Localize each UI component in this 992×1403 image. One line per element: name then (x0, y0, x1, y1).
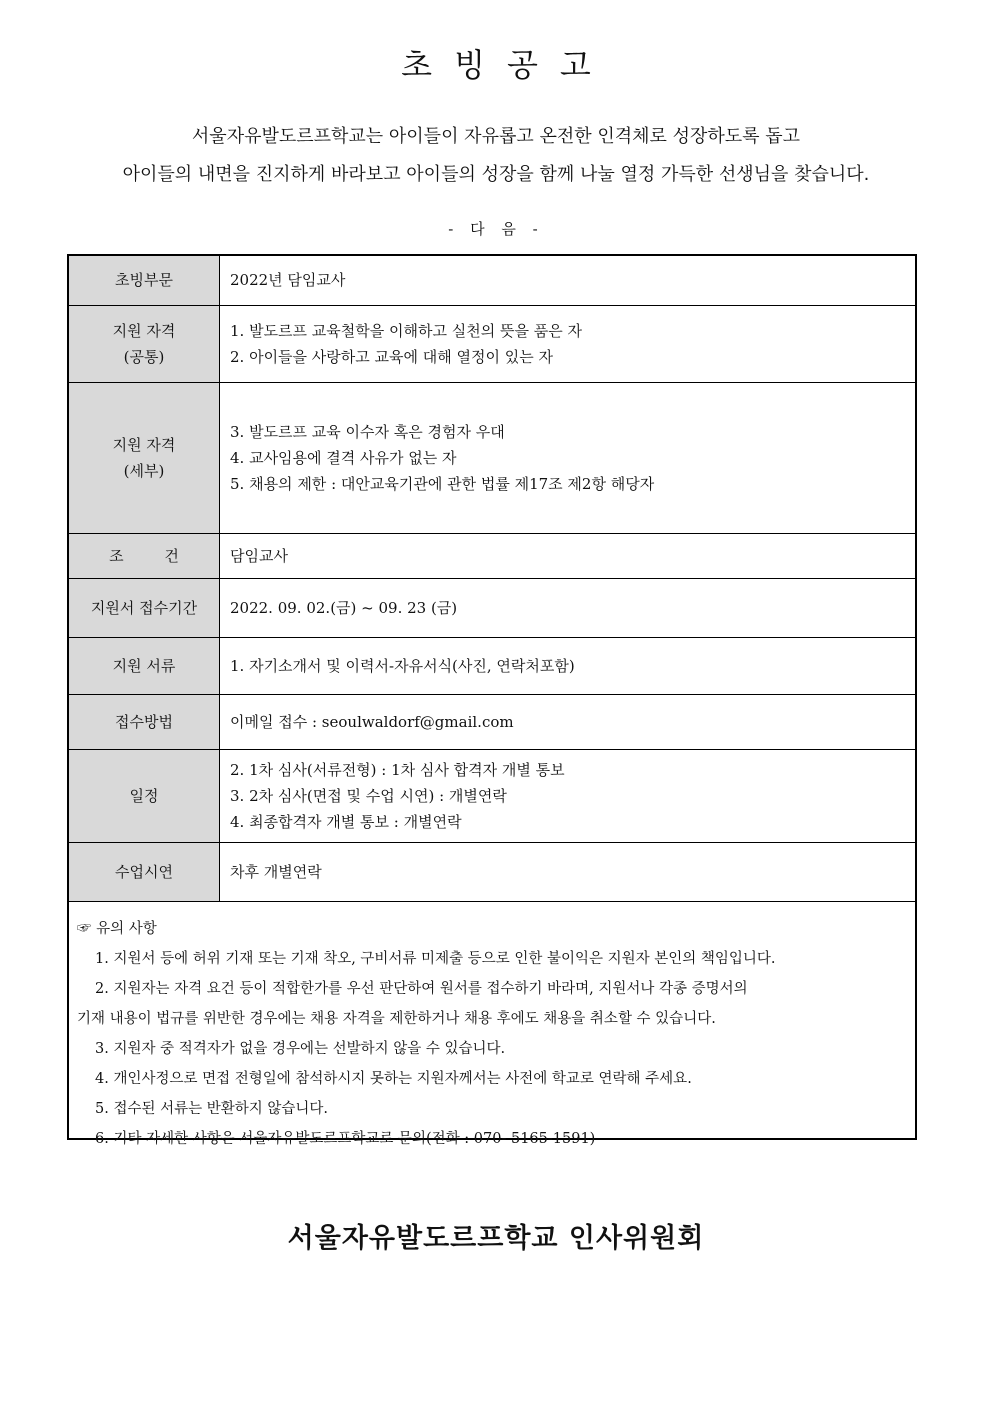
table-row (69, 382, 915, 533)
intro-line: 아이들의 내면을 진지하게 바라보고 아이들의 성장을 함께 나눌 열정 가득한 선생님을 찾습니다. (122, 164, 870, 185)
row-value: 3. 발도르프 교육 이수자 혹은 경험자 우대 4. 교사임용에 결격 사유가 없는 자 5. 채용의 제한 : 대안교육기관에 관한 법률 제17조 제2항 해당자 (220, 382, 916, 533)
note-line: 6. 기타 자세한 사항은 서울자유발도르프학교로 문의(전화 : 070- 5165-1591) (95, 1130, 596, 1147)
recruitment-table (69, 256, 915, 902)
note-line: 4. 개인사정으로 면접 전형일에 참석하시지 못하는 지원자께서는 사전에 학교로 연락해 주세요. (95, 1070, 692, 1087)
table-row (69, 842, 915, 901)
note-line: 1. 지원서 등에 허위 기재 또는 기재 착오, 구비서류 미제출 등으로 인한 불이익은 지원자 본인의 책임입니다. (95, 950, 776, 967)
signature-committee: 서울자유발도르프학교 인사위원회 (287, 1223, 705, 1254)
row-label: 수업시연 (69, 842, 220, 901)
row-value: 2. 1차 심사(서류전형) : 1차 심사 합격자 개별 통보 3. 2차 심사(면접 및 수업 시연) : 개별연락 4. 최종합격자 개별 통보 : 개별연락 (220, 749, 916, 842)
row-label: 지원 자격 (세부) (69, 382, 220, 533)
row-label: 조 건 (69, 533, 220, 578)
row-label: 지원 서류 (69, 637, 220, 694)
row-value: 이메일 접수 : seoulwaldorf@gmail.com (220, 694, 916, 749)
page-title: 초빙공고 (401, 46, 613, 84)
row-label: 지원 자격 (공통) (69, 305, 220, 382)
row-value: 2022년 담임교사 (220, 256, 916, 305)
row-value: 1. 자기소개서 및 이력서-자유서식(사진, 연락처포함) (220, 637, 916, 694)
table-row (69, 305, 915, 382)
row-value: 차후 개별연락 (220, 842, 916, 901)
row-value: 1. 발도르프 교육철학을 이해하고 실천의 뜻을 품은 자 2. 아이들을 사랑하고 교육에 대해 열정이 있는 자 (220, 305, 916, 382)
table-row (69, 256, 915, 305)
table-row (69, 694, 915, 749)
note-line: 5. 접수된 서류는 반환하지 않습니다. (95, 1100, 328, 1117)
row-label: 지원서 접수기간 (69, 578, 220, 637)
note-line: 기재 내용이 법규를 위반한 경우에는 채용 자격을 제한하거나 채용 후에도 채용을 취소할 수 있습니다. (77, 1010, 716, 1027)
intro-line: 서울자유발도르프학교는 아이들이 자유롭고 온전한 인격체로 성장하도록 돕고 (191, 126, 801, 147)
table-row (69, 637, 915, 694)
notes-heading: ☞ 유의 사항 (77, 920, 157, 937)
row-label: 초빙부문 (69, 256, 220, 305)
table-row (69, 533, 915, 578)
row-label: 일정 (69, 749, 220, 842)
row-value: 2022. 09. 02.(금) ~ 09. 23 (금) (220, 578, 916, 637)
notes-section (69, 902, 915, 1154)
section-separator: - 다 음 - (448, 220, 544, 238)
note-line: 2. 지원자는 자격 요건 등이 적합한가를 우선 판단하여 원서를 접수하기 바라며, 지원서나 각종 증명서의 (95, 980, 748, 997)
table-row (69, 578, 915, 637)
recruitment-table-frame (67, 254, 917, 1147)
intro-text (0, 118, 992, 194)
table-row (69, 749, 915, 842)
note-line: 3. 지원자 중 적격자가 없을 경우에는 선발하지 않을 수 있습니다. (95, 1040, 506, 1057)
row-label: 접수방법 (69, 694, 220, 749)
row-value: 담임교사 (220, 533, 916, 578)
